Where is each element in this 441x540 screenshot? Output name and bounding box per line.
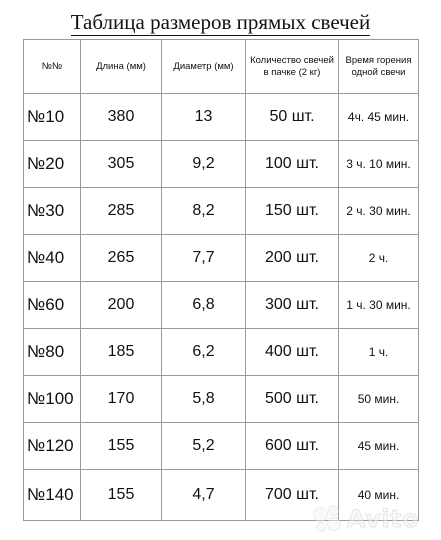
cell-burn-time: 2 ч. 30 мин. [339, 188, 419, 235]
cell-burn-time: 40 мин. [339, 470, 419, 521]
header-diameter: Диаметр (мм) [162, 40, 246, 94]
table-row [24, 282, 419, 329]
cell-quantity: 100 шт. [246, 141, 339, 188]
cell-quantity: 200 шт. [246, 235, 339, 282]
candle-size-table [23, 39, 419, 521]
table-header-row [24, 40, 419, 94]
cell-length: 155 [81, 470, 162, 521]
cell-number: №120 [24, 423, 81, 470]
table-row [24, 376, 419, 423]
table-row [24, 94, 419, 141]
cell-quantity: 300 шт. [246, 282, 339, 329]
cell-diameter: 7,7 [162, 235, 246, 282]
cell-diameter: 5,8 [162, 376, 246, 423]
cell-burn-time: 2 ч. [339, 235, 419, 282]
header-length: Длина (мм) [81, 40, 162, 94]
cell-quantity: 700 шт. [246, 470, 339, 521]
cell-number: №60 [24, 282, 81, 329]
cell-length: 200 [81, 282, 162, 329]
cell-quantity: 50 шт. [246, 94, 339, 141]
page-title-text: Таблица размеров прямых свечей [70, 10, 371, 34]
table-row [24, 329, 419, 376]
cell-length: 170 [81, 376, 162, 423]
cell-number: №140 [24, 470, 81, 521]
cell-length: 380 [81, 94, 162, 141]
cell-burn-time: 45 мин. [339, 423, 419, 470]
cell-diameter: 6,2 [162, 329, 246, 376]
cell-diameter: 9,2 [162, 141, 246, 188]
table-row [24, 141, 419, 188]
cell-number: №80 [24, 329, 81, 376]
cell-burn-time: 1 ч. [339, 329, 419, 376]
cell-burn-time: 50 мин. [339, 376, 419, 423]
cell-diameter: 5,2 [162, 423, 246, 470]
table-row [24, 235, 419, 282]
cell-length: 265 [81, 235, 162, 282]
cell-number: №10 [24, 94, 81, 141]
cell-burn-time: 3 ч. 10 мин. [339, 141, 419, 188]
watermark-text: Avito [347, 505, 420, 533]
avito-logo-icon [313, 505, 343, 533]
header-quantity: Количество свечей в пачке (2 кг) [246, 40, 339, 94]
cell-length: 285 [81, 188, 162, 235]
cell-quantity: 500 шт. [246, 376, 339, 423]
header-burn-time: Время горения одной свечи [339, 40, 419, 94]
avito-watermark [313, 504, 433, 534]
header-number: №№ [24, 40, 81, 94]
cell-length: 185 [81, 329, 162, 376]
cell-quantity: 150 шт. [246, 188, 339, 235]
cell-diameter: 13 [162, 94, 246, 141]
cell-burn-time: 4ч. 45 мин. [339, 94, 419, 141]
cell-diameter: 4,7 [162, 470, 246, 521]
cell-diameter: 8,2 [162, 188, 246, 235]
cell-quantity: 400 шт. [246, 329, 339, 376]
table-row [24, 188, 419, 235]
cell-length: 305 [81, 141, 162, 188]
cell-quantity: 600 шт. [246, 423, 339, 470]
table-row [24, 423, 419, 470]
cell-length: 155 [81, 423, 162, 470]
cell-number: №20 [24, 141, 81, 188]
cell-number: №40 [24, 235, 81, 282]
cell-burn-time: 1 ч. 30 мин. [339, 282, 419, 329]
cell-diameter: 6,8 [162, 282, 246, 329]
cell-number: №30 [24, 188, 81, 235]
cell-number: №100 [24, 376, 81, 423]
page-title [0, 8, 441, 36]
